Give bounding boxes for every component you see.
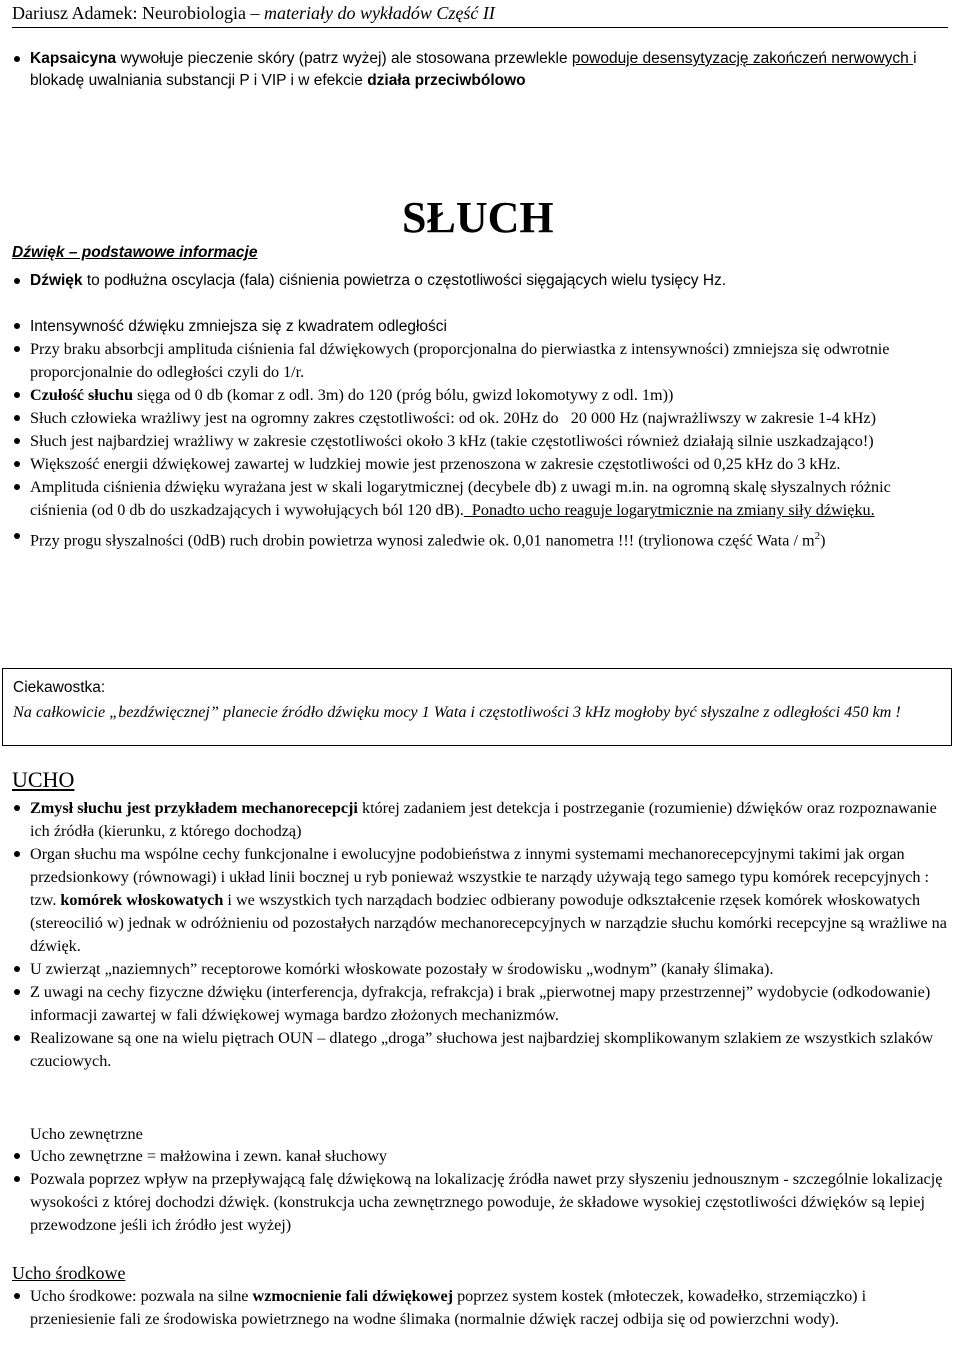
list-item-text: Z uwagi na cechy fizyczne dźwięku (interferencja, dyfrakcja, refrakcja) i brak „pierwotnej mapy przestrzennej” wydobycie (odkodowanie) informacji zawartej w fali dźwiękowej wymaga bardzo złożonych mechanizmów. [30, 983, 931, 1024]
bullet-icon [14, 1153, 20, 1159]
superscript: 2 [814, 530, 821, 542]
zewnetrzne-list [12, 1145, 948, 1237]
list-item-text: Organ słuchu ma wspólne cechy funkcjonalne i ewolucyjne podobieństwa z innymi systemami mechanorecepcyjnymi takimi jak organ przedsionkowy (równowagi) i układ linii bocznej u ryb ponieważ wszystkie te narządy używają tego samego typu komórek recepcyjnych : tzw. [30, 845, 930, 909]
list-item-term: Zmysł słuchu jest przykładem mechanorecepcji [30, 799, 358, 817]
subsection-title-zewnetrzne: Ucho zewnętrzne [30, 1125, 143, 1143]
list-item [12, 1168, 948, 1237]
list-item-text: Intensywność dźwięku zmniejsza się z kwadratem odległości [30, 318, 447, 335]
kapsaicyna-term: Kapsaicyna [30, 50, 117, 67]
list-item-text: Pozwala poprzez wpływ na przepływającą falę dźwiękową na lokalizację źródła nawet przy słyszeniu jednousznym - szczególnie lokalizację wysokości z której dochodzi dźwięk. (konstrukcja ucha zewnętrznego powoduje, że składowe wysokiej częstotliwości dźwięków są lepiej przewodzone jeśli ich źródło jest wyżej) [30, 1170, 943, 1234]
list-item-text: Ucho środkowe: pozwala na silne [30, 1287, 253, 1305]
bullet-icon [14, 346, 20, 352]
list-item-text: której zadaniem jest detekcja i postrzeganie (rozumienie) dźwięków oraz rozpoznawanie ich źródła (kierunku, z którego dochodzą) [30, 799, 937, 840]
list-item [12, 981, 948, 1027]
header-dash: – [245, 3, 264, 23]
ciekawostka-box [2, 668, 952, 746]
list-item [12, 453, 948, 476]
ciekawostka-text: Na całkowicie „bezdźwięcznej” planecie źródło dźwięku mocy 1 Wata i częstotliwości 3 kHz mogłoby być słyszalne z odległości 450 km ! [13, 703, 901, 721]
bullet-icon [14, 56, 20, 62]
header-author: Dariusz Adamek: Neurobiologia [12, 3, 246, 23]
header-subtitle: materiały do wykładów Część II [263, 3, 495, 23]
list-item-term: Czułość słuchu [30, 386, 133, 404]
section-title-ucho: UCHO [12, 767, 75, 792]
list-item [12, 1145, 948, 1168]
dzwiek-term: Dźwięk [30, 272, 83, 289]
bullet-icon [14, 1293, 20, 1299]
dzwiek-list [12, 269, 952, 293]
list-item [12, 384, 948, 407]
section-title-sluch: SŁUCH [402, 193, 554, 242]
list-item-text: Ucho zewnętrzne = małżowina i zewn. kanał słuchowy [30, 1147, 388, 1165]
list-item-text: Większość energii dźwiękowej zawartej w ludzkiej mowie jest przenoszona w zakresie częstotliwości od 0,25 kHz do 3 kHz. [30, 455, 841, 473]
list-item [12, 958, 948, 981]
bullet-icon [14, 323, 20, 329]
list-item-text: Amplituda ciśnienia dźwięku wyrażana jest w skali logarytmicznej (decybele db) z uwagi m.in. na ogromną skalę słyszalnych różnic ciśnienia (od 0 db do uszkadzających i wywołujących ból 120 dB). [30, 478, 891, 519]
list-item [12, 522, 948, 554]
list-item-text: Realizowane są one na wielu piętrach OUN – dlatego „droga” słuchowa jest najbardziej skomplikowanym szlakiem ze wszystkich szlaków czuciowych. [30, 1029, 934, 1070]
list-item-text: Słuch człowieka wrażliwy jest na ogromny zakres częstotliwości: od ok. 20Hz do 20 000 Hz (najwrażliwszy w zakresie 1-4 kHz) [30, 409, 876, 427]
page-header [12, 2, 495, 24]
list-item [12, 843, 948, 958]
kapsaicyna-list [12, 48, 952, 92]
ciekawostka-label: Ciekawostka: [13, 679, 106, 696]
list-item [12, 797, 948, 843]
list-item-text: U zwierząt „naziemnych” receptorowe komórki włoskowate pozostały w środowisku „wodnym” (kanały ślimaka). [30, 960, 774, 978]
bullet-icon [14, 1035, 20, 1041]
sound-facts-list [12, 315, 948, 554]
bullet-icon [14, 278, 20, 284]
bullet-icon [14, 966, 20, 972]
list-item-text: Przy progu słyszalności (0dB) ruch drobin powietrza wynosi zaledwie ok. 0,01 nanometra !!! (trylionowa część Wata / m [30, 531, 815, 550]
subsection-title-srodkowe: Ucho środkowe [12, 1263, 126, 1283]
list-item [12, 48, 952, 92]
list-item [12, 269, 952, 293]
list-item-text: sięga od 0 db (komar z odl. 3m) do 120 (próg bólu, gwizd lokomotywy z odl. 1m)) [133, 386, 674, 404]
list-item-text-end: ) [820, 531, 826, 550]
bullet-icon [14, 805, 20, 811]
header-divider [12, 27, 948, 28]
bullet-icon [14, 438, 20, 444]
list-item-underlined: Ponadto ucho reaguje logarytmicznie na zmiany siły dźwięku. [463, 501, 875, 519]
dzwiek-text: to podłużna oscylacja (fala) ciśnienia powietrza o częstotliwości sięgających wielu tysięcy Hz. [82, 272, 727, 289]
list-item-text-2: i we wszystkich tych narządach bodziec odbierany powoduje odkształcenie rzęsek komórek włoskowatych (stereocilió w) jednak w odróżnieniu od pozostałych narządów mechanorecepcyjnych w narządzie słuchu komórki recepcyjne są wrażliwe na dźwięk. [30, 891, 947, 955]
list-item-text-2: poprzez system kostek (młoteczek, kowadełko, strzemiączko) i przeniesienie fali ze środowiska powietrznego na wodne ślimaka (normalnie dźwięk raczej odbija się od powierzchni wody). [30, 1287, 867, 1328]
kapsaicyna-underlined: powoduje desensytyzację zakończeń nerwowych [571, 50, 914, 67]
bullet-icon [14, 392, 20, 398]
list-item-text: Przy braku absorbcji amplituda ciśnienia fal dźwiękowych (proporcjonalna do pierwiastka z intensywności) zmniejsza się odwrotnie proporcjonalnie do odległości czyli do 1/r. [30, 340, 890, 381]
list-item [12, 1027, 948, 1073]
bullet-icon [14, 533, 20, 539]
list-item [12, 430, 948, 453]
list-item-term: wzmocnienie fali dźwiękowej [252, 1287, 454, 1305]
bullet-icon [14, 461, 20, 467]
list-item [12, 315, 948, 338]
list-item [12, 476, 948, 522]
bullet-icon [14, 1176, 20, 1182]
srodkowe-list [12, 1285, 948, 1331]
list-item [12, 1285, 948, 1331]
list-item [12, 407, 948, 430]
kapsaicyna-text: wywołuje pieczenie skóry (patrz wyżej) ale stosowana przewlekle [116, 50, 572, 67]
section-subtitle-dzwiek: Dźwięk – podstawowe informacje [12, 244, 258, 261]
ucho-list [12, 797, 948, 1073]
list-item-term: komórek włoskowatych [60, 891, 224, 909]
bullet-icon [14, 415, 20, 421]
bullet-icon [14, 851, 20, 857]
list-item-text: Słuch jest najbardziej wrażliwy w zakresie częstotliwości około 3 kHz (takie częstotliwości również działają silnie uszkadzająco!) [30, 432, 874, 450]
list-item [12, 338, 948, 384]
bullet-icon [14, 989, 20, 995]
kapsaicyna-effect: działa przeciwbólowo [367, 72, 526, 89]
kapsaicyna-text-2: i blokadę uwalniania substancji P i VIP i w efekcie [30, 50, 917, 89]
bullet-icon [14, 484, 20, 490]
